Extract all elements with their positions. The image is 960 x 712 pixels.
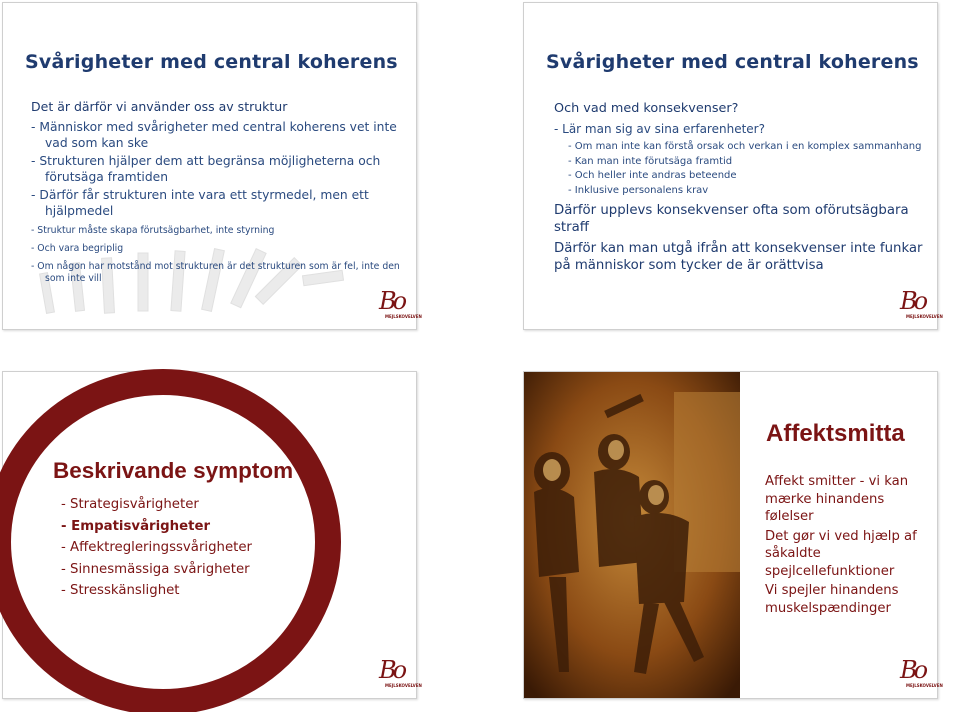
slide-1-bullet: - Därför får strukturen inte vara ett styrmedel, men ett hjälpmedel [31,188,369,218]
slide-2-bullet: - Lär man sig av sina erfarenheter? [554,122,765,136]
slide-2-sub-bullet: - Och heller inte andras beteende [568,170,737,181]
symptom-item: - Affektregleringssvårigheter [61,540,253,555]
slide-2-statement: Därför upplevs konsekvenser ofta som oförutsägbara straff [554,203,909,235]
logo-subtext: MEJLSKOVELVEN [906,314,943,319]
slide-2-question: Och vad med konsekvenser? [554,101,739,116]
symptom-list [61,494,252,602]
slide-2-statement: Därför kan man utgå ifrån att konsekvenser inte funkar på människor som tycker de är orättvisa [554,241,923,273]
company-logo [900,287,944,321]
logo-subtext: MEJLSKOVELVEN [906,683,943,688]
logo-subtext: MEJLSKOVELVEN [385,314,422,319]
slide-2-sub-bullet: - Om man inte kan förstå orsak och verkan i en komplex sammanhang [568,141,922,152]
logo-mark: Bo [379,287,404,315]
company-logo [900,656,944,690]
slide-1-sub-bullet: - Och vara begriplig [31,243,124,254]
company-logo [379,287,423,321]
symptom-item: - Strategisvårigheter [61,497,199,512]
company-logo [379,656,423,690]
affektsmitta-list [765,473,935,619]
symptom-item: - Empatisvårigheter [61,518,211,534]
slide-1-title: Svårigheter med central koherens [25,51,398,73]
slide-1-sub-bullet: - Struktur måste skapa förutsägbarhet, inte styrning [31,225,275,236]
slide-2-sub-bullet: - Kan man inte förutsäga framtid [568,155,733,167]
slide-1-bullet: - Strukturen hjälper dem att begränsa möjligheterna och förutsäga framtiden [31,154,381,184]
logo-mark: Bo [900,656,925,684]
slide-2-sub-bullet: - Inklusive personalens krav [568,184,709,196]
logo-subtext: MEJLSKOVELVEN [385,683,422,688]
slide-2-title: Svårigheter med central koherens [546,51,919,73]
logo-mark: Bo [379,656,404,684]
slide-1 [2,2,422,330]
slide-1-lead: Det är därför vi använder oss av struktur [31,99,288,114]
affektsmitta-item: Affekt smitter - vi kan mærke hinandens følelser [765,474,909,524]
slide-3 [2,371,422,699]
slide-4 [523,371,943,699]
symptom-item: - Sinnesmässiga svårigheter [61,561,250,577]
affektsmitta-item: Det gør vi ved hjælp af såkaldte spejlcellefunktioner [765,528,917,579]
slide-3-title: Beskrivande symptom [53,458,294,483]
slide-1-bullet: - Människor med svårigheter med central koherens vet inte vad som kan ske [31,120,397,150]
slide-1-content [31,99,406,289]
children-fighting-photo [524,372,740,698]
slide-2 [523,2,943,330]
symptom-item: - Stresskänslighet [61,583,180,598]
slide-4-title: Affektsmitta [766,420,905,447]
slide-1-sub-bullet: - Om någon har motstånd mot strukturen är det strukturen som är fel, inte den som inte vill [31,261,400,284]
affektsmitta-item: Vi spejler hinandens muskelspændinger [765,583,899,616]
slide-2-content [554,101,924,274]
logo-mark: Bo [900,287,925,315]
